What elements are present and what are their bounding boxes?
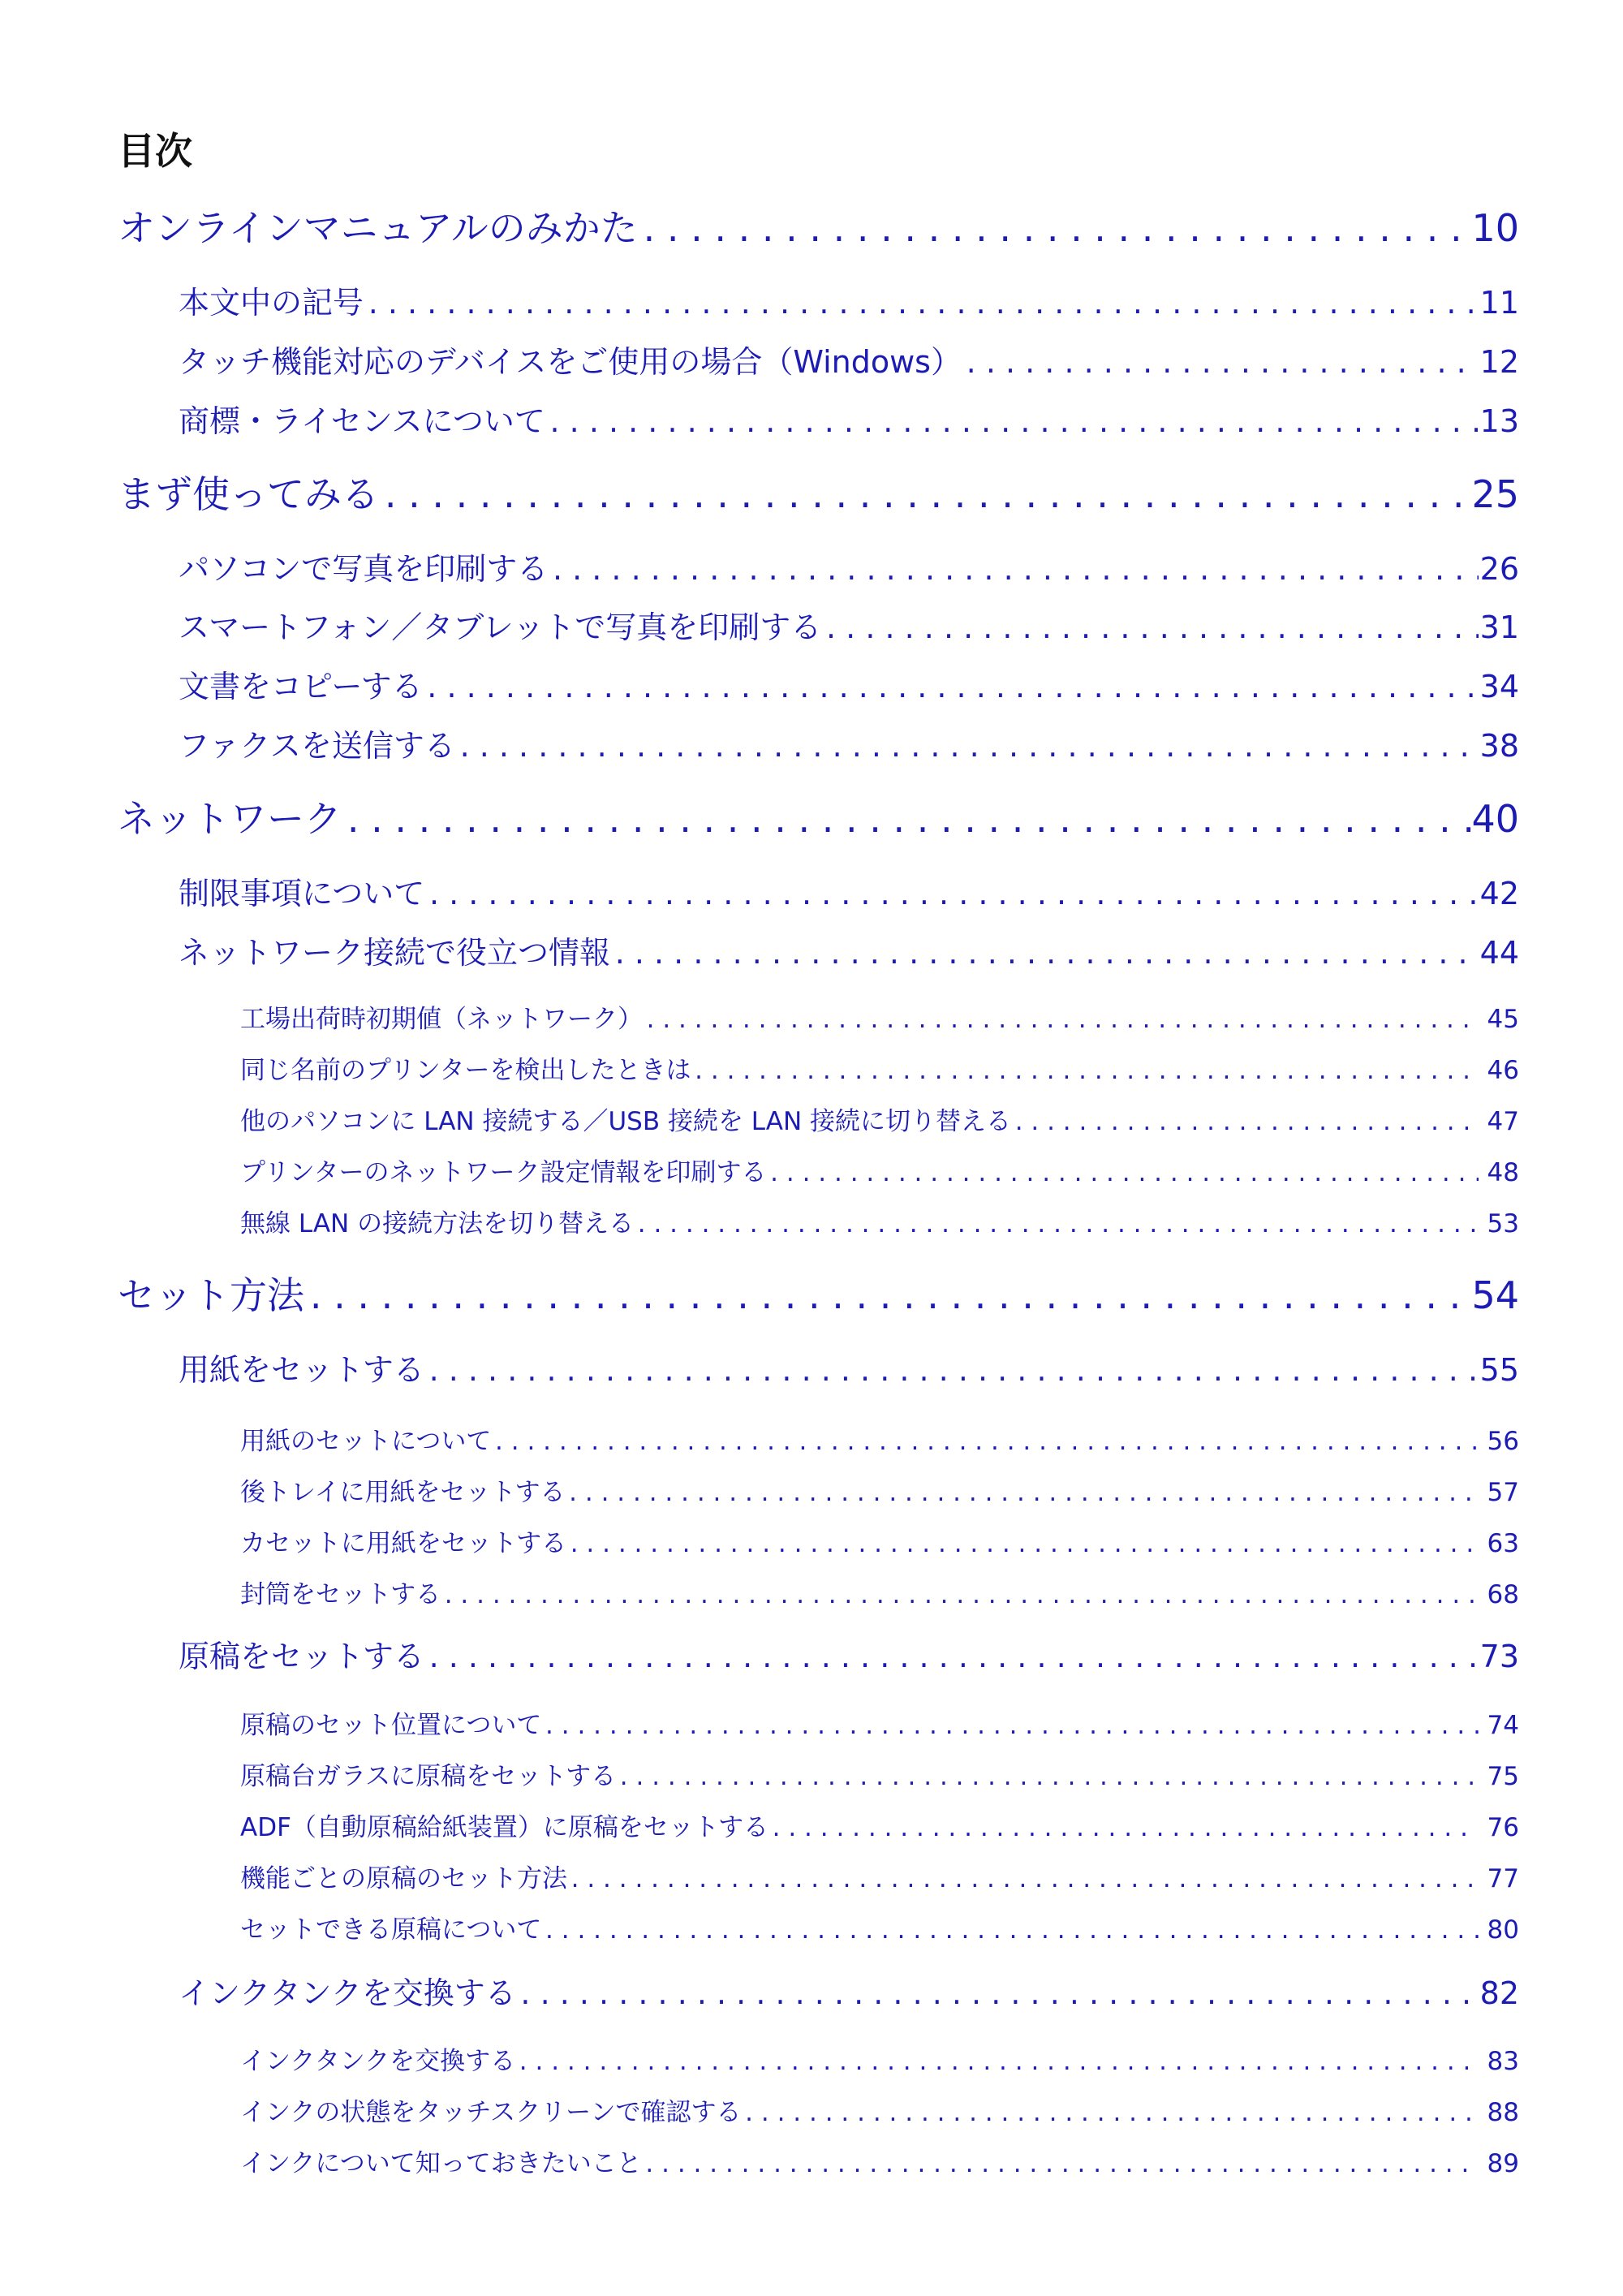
toc-entry-level3[interactable] [0, 1049, 1623, 1086]
toc-entry-label: 同じ名前のプリンターを検出したときは [240, 1056, 691, 1085]
toc-entry-page-number: 83 [1487, 2047, 1519, 2076]
dot-leader [545, 403, 1479, 439]
toc-entry-level2[interactable] [0, 278, 1623, 322]
toc-entry-label: 用紙をセットする [179, 1352, 424, 1388]
dot-leader [515, 2047, 1479, 2076]
toc-entry-page-number: 73 [1479, 1639, 1519, 1674]
toc-entry-page-number: 11 [1479, 285, 1519, 321]
toc-entry-label: セットできる原稿について [240, 1915, 542, 1945]
toc-entry-label: ファクスを送信する [179, 728, 455, 764]
toc-entry-level1[interactable] [0, 465, 1623, 519]
toc-entry-label: 無線 LAN の接続方法を切り替える [240, 1209, 635, 1238]
toc-entry-level2[interactable] [0, 602, 1623, 647]
toc-entry-page-number: 76 [1487, 1813, 1519, 1842]
toc-entry-label: インクタンクを交換する [179, 1975, 516, 2011]
dot-leader [821, 610, 1479, 645]
dot-leader [379, 472, 1471, 516]
toc-entry-page-number: 34 [1479, 669, 1519, 704]
toc-entry-label: カセットに用紙をセットする [240, 1529, 567, 1558]
toc-entry-level2[interactable] [0, 1345, 1623, 1389]
dot-leader [342, 797, 1471, 841]
toc-entry-page-number: 56 [1487, 1427, 1519, 1456]
dot-leader [567, 1864, 1479, 1893]
toc-entry-page-number: 26 [1479, 551, 1519, 587]
toc-entry-level3[interactable] [0, 1523, 1623, 1559]
dot-leader [491, 1427, 1479, 1456]
toc-entry-level3[interactable] [0, 1420, 1623, 1457]
toc-entry-page-number: 45 [1487, 1005, 1519, 1034]
toc-entry-page-number: 80 [1487, 1915, 1519, 1945]
dot-leader [424, 1352, 1479, 1388]
toc-entry-level3[interactable] [0, 2143, 1623, 2179]
toc-entry-label: 後トレイに用紙をセットする [240, 1478, 566, 1507]
toc-entry-page-number: 10 [1471, 206, 1519, 250]
dot-leader [541, 1711, 1479, 1740]
toc-entry-level2[interactable] [0, 1631, 1623, 1676]
dot-leader [742, 2098, 1479, 2127]
dot-leader [768, 1813, 1479, 1842]
toc-entry-page-number: 40 [1471, 797, 1519, 841]
toc-entry-level1[interactable] [0, 1266, 1623, 1320]
toc-entry-page-number: 13 [1479, 403, 1519, 439]
toc-entry-level3[interactable] [0, 1755, 1623, 1792]
dot-leader [566, 1529, 1479, 1558]
dot-leader [616, 1762, 1479, 1791]
toc-entry-label: パソコンで写真を印刷する [179, 551, 549, 587]
toc-entry-label: セット方法 [118, 1273, 304, 1317]
toc-entry-label: 他のパソコンに LAN 接続する／USB 接続を LAN 接続に切り替える [240, 1107, 1012, 1136]
toc-entry-level2[interactable] [0, 337, 1623, 381]
toc-entry-page-number: 68 [1487, 1580, 1519, 1609]
toc-entry-level3[interactable] [0, 1574, 1623, 1610]
toc-entry-page-number: 25 [1471, 472, 1519, 516]
toc-entry-page-number: 89 [1487, 2149, 1519, 2178]
toc-entry-page-number: 88 [1487, 2098, 1519, 2127]
toc-entry-label: 本文中の記号 [179, 285, 364, 321]
toc-entry-label: インクの状態をタッチスクリーンで確認する [240, 2098, 742, 2127]
dot-leader [643, 1005, 1479, 1034]
toc-entry-label: 原稿をセットする [179, 1639, 424, 1674]
dot-leader [638, 206, 1472, 250]
toc-entry-page-number: 47 [1487, 1107, 1519, 1136]
dot-leader [541, 1915, 1479, 1945]
toc-entry-label: スマートフォン／タブレットで写真を印刷する [179, 610, 822, 645]
toc-entry-label: まず使ってみる [118, 472, 379, 516]
toc-entry-label: 商標・ライセンスについて [179, 403, 545, 439]
toc-entry-level3[interactable] [0, 2040, 1623, 2077]
toc-entry-page-number: 75 [1487, 1762, 1519, 1791]
toc-entry-level3[interactable] [0, 1704, 1623, 1741]
toc-entry-label: 機能ごとの原稿のセット方法 [240, 1864, 567, 1893]
toc-entry-level2[interactable] [0, 721, 1623, 765]
dot-leader [566, 1478, 1479, 1507]
toc-entry-page-number: 38 [1479, 728, 1519, 764]
dot-leader [424, 1639, 1479, 1674]
dot-leader [634, 1209, 1479, 1238]
dot-leader [441, 1580, 1479, 1609]
toc-entry-level3[interactable] [0, 1152, 1623, 1188]
toc-entry-level2[interactable] [0, 928, 1623, 972]
toc-entry-page-number: 48 [1487, 1158, 1519, 1187]
toc-entry-page-number: 57 [1487, 1478, 1519, 1507]
toc-entry-page-number: 82 [1479, 1975, 1519, 2011]
toc-entry-label: ネットワーク [118, 797, 342, 841]
toc-entry-level3[interactable] [0, 1858, 1623, 1894]
toc-entry-level3[interactable] [0, 1807, 1623, 1843]
toc-entry-page-number: 74 [1487, 1711, 1519, 1740]
toc-entry-label: プリンターのネットワーク設定情報を印刷する [240, 1158, 767, 1187]
toc-entry-page-number: 31 [1479, 610, 1519, 645]
toc-entry-label: インクについて知っておきたいこと [240, 2149, 642, 2178]
toc-entry-level2[interactable] [0, 396, 1623, 441]
toc-entry-label: オンラインマニュアルのみかた [118, 206, 638, 250]
dot-leader [642, 2149, 1479, 2178]
toc-entry-page-number: 55 [1479, 1352, 1519, 1388]
toc-entry-label: 用紙のセットについて [240, 1427, 492, 1456]
dot-leader [364, 285, 1479, 321]
toc-entry-label: 文書をコピーする [179, 669, 423, 704]
toc-entry-page-number: 46 [1487, 1056, 1519, 1085]
toc-entry-label: タッチ機能対応のデバイスをご使用の場合（Windows） [179, 344, 962, 380]
dot-leader [691, 1056, 1479, 1085]
toc-entry-label: インクタンクを交換する [240, 2047, 516, 2076]
toc-entry-level1[interactable] [0, 199, 1623, 252]
toc-entry-level2[interactable] [0, 868, 1623, 913]
toc-entry-page-number: 12 [1479, 344, 1519, 380]
toc-entry-page-number: 54 [1471, 1273, 1519, 1317]
toc-entry-label: 原稿のセット位置について [240, 1711, 542, 1740]
dot-leader [455, 728, 1479, 764]
dot-leader [962, 344, 1479, 380]
toc-entry-level3[interactable] [0, 1909, 1623, 1945]
dot-leader [304, 1273, 1471, 1317]
toc-entry-page-number: 77 [1487, 1864, 1519, 1893]
toc-entry-page-number: 44 [1479, 935, 1519, 971]
toc-entry-level3[interactable] [0, 1101, 1623, 1137]
toc-entry-label: ADF（自動原稿給紙装置）に原稿をセットする [240, 1813, 768, 1842]
toc-entry-level1[interactable] [0, 790, 1623, 843]
toc-entry-level3[interactable] [0, 998, 1623, 1035]
toc-entry-level3[interactable] [0, 1471, 1623, 1508]
toc-entry-page-number: 53 [1487, 1209, 1519, 1238]
dot-leader [548, 551, 1479, 587]
dot-leader [424, 876, 1479, 911]
toc-entry-label: 原稿台ガラスに原稿をセットする [240, 1762, 617, 1791]
toc-entry-level2[interactable] [0, 1968, 1623, 2013]
toc-title: 目次 [118, 129, 192, 173]
toc-entry-label: 制限事項について [179, 876, 425, 911]
toc-entry-level3[interactable] [0, 1203, 1623, 1239]
toc-entry-label: 封筒をセットする [240, 1580, 441, 1609]
dot-leader [1011, 1107, 1479, 1136]
toc-entry-label: ネットワーク接続で役立つ情報 [179, 935, 611, 971]
toc-entry-level2[interactable] [0, 661, 1623, 706]
toc-entry-page-number: 63 [1487, 1529, 1519, 1558]
toc-entry-label: 工場出荷時初期値（ネットワーク） [240, 1005, 643, 1034]
dot-leader [610, 935, 1479, 971]
dot-leader [516, 1975, 1479, 2011]
dot-leader [767, 1158, 1479, 1187]
dot-leader [423, 669, 1479, 704]
toc-entry-page-number: 42 [1479, 876, 1519, 911]
toc-entry-level2[interactable] [0, 544, 1623, 588]
toc-entry-level3[interactable] [0, 2091, 1623, 2128]
